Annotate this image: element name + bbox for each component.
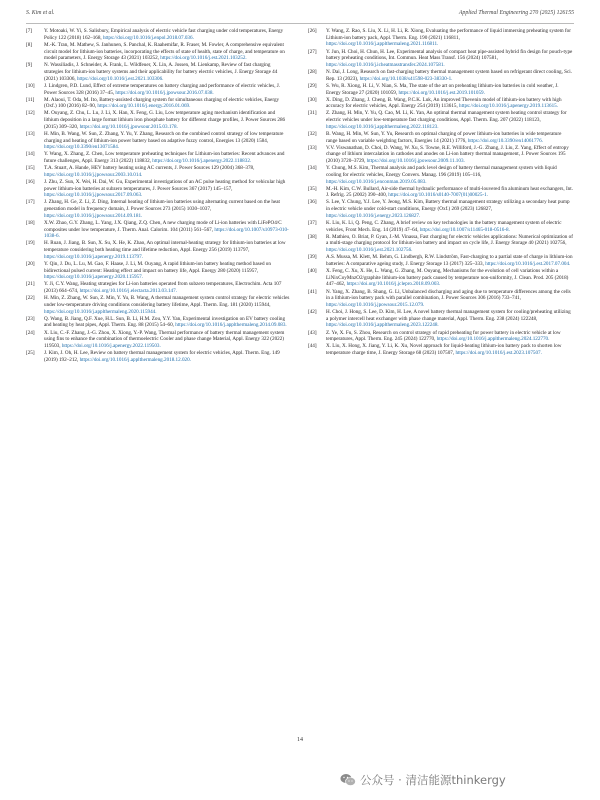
reference-number: [27]: [308, 48, 317, 55]
reference-text: Y. Ji, C.Y. Wang, Heating strategies for Li-ion batteries operated from subzero temperatures, Electrochim. Acta 107 (2013) 664–674,: [44, 281, 282, 295]
reference-text: T.A. Stuart, A. Hande, HEV battery heating using AC currents, J. Power Sources 129 (2004) 368–378,: [44, 165, 255, 172]
reference-item: [26, 240, 291, 260]
wechat-icon: [340, 773, 356, 787]
reference-doi-link[interactable]: https://doi.org/10.1016/j.apenergy.2020.115957.: [44, 274, 143, 281]
reference-doi-link[interactable]: https://doi.org/10.1016/j.jpowsour.2017.09.063.: [44, 192, 143, 199]
reference-item: [26, 330, 291, 350]
reference-number: [35]: [308, 185, 317, 192]
reference-number: [26]: [308, 28, 317, 34]
reference-text: Q. Wang, B. Jiang, Q.F. Xue, H.L. Sun, B. Li, H.M. Zou, Y.Y. Yan, Experimental investigation on EV battery cooling and heating by heat pipes, Appl. Therm. Eng. 88 (2015) 54–60,: [44, 315, 286, 329]
header-journal: Applied Thermal Engineering 270 (2025) 126155: [458, 10, 574, 16]
reference-number: [20]: [26, 260, 35, 267]
reference-item: [308, 220, 573, 233]
reference-number: [28]: [308, 69, 317, 75]
reference-item: [308, 69, 573, 82]
reference-doi-link[interactable]: https://doi.org/10.1016/j.jpowsour.2009.11.103.: [366, 158, 465, 165]
reference-text: J. Zhang, H. Ge, Z. Li, Z. Ding, Internal heating of lithium-ion batteries using alternating current based on the heat generation model in frequency domain, J. Power Sources 273 (2015) 1030–1037,: [44, 199, 280, 213]
reference-text: S. Wu, R. Xiong, H. Li, V. Nian, S. Ma, The state of the art on preheating lithium-ion batteries in cold weather, J. Energy Storage 27 (2020) 101059,: [326, 82, 559, 96]
reference-doi-link[interactable]: https://doi.org/10.1038/s41598-023-38330-1.: [359, 75, 453, 82]
reference-text: M.-K. Tran, M. Mathew, S. Janhunen, S. Panchal, K. Raahemifar, R. Fraser, M. Fowler, A comprehensive equivalent circuit model for lithium-ion batteries, incorporating the effects of state of health, state of charge, and temperature on model parameters, J. Energy Storage 43 (2021) 103252,: [44, 41, 285, 62]
reference-number: [32]: [308, 130, 317, 137]
reference-item: [26, 131, 291, 151]
reference-item: [26, 261, 291, 281]
reference-item: [308, 330, 573, 343]
reference-number: [18]: [26, 219, 35, 226]
reference-doi-link[interactable]: https://doi.org/10.1016/j.applthermaleng.2021.116811.: [326, 41, 439, 48]
reference-doi-link[interactable]: https://doi.org/10.3390/en13071584.: [44, 144, 120, 151]
reference-number: [30]: [308, 96, 317, 103]
reference-doi-link[interactable]: https://doi.org/10.1016/j.est.2021.102756.: [326, 247, 413, 254]
reference-number: [40]: [308, 268, 317, 275]
reference-number: [29]: [308, 82, 317, 89]
reference-item: [308, 28, 573, 48]
reference-doi-link[interactable]: https://doi.org/10.1016/j.energy.2016.01.069.: [97, 103, 191, 110]
reference-text: X. Feng, C. Xu, X. He, L. Wang, G. Zhang, M. Ouyang, Mechanisms for the evolution of cell variations within a LiNixCoyMnzO2/graphite lithium-ion battery pack caused by temperature non-uniformity, J. Clean. Prod. 205 (2018) 447–462,: [326, 268, 569, 288]
running-header: [26, 10, 574, 22]
references-right-column: [308, 28, 573, 357]
reference-text: J. Lindgren, P.D. Lund, Effect of extreme temperatures on battery charging and performance of electric vehicles, J. Power Sources 328 (2016) 37–45,: [44, 82, 281, 96]
reference-text: B. Wang, H. Min, W. Sun, Y. Yu, Research on optimal charging of power lithium-ion batteries in wide temperature range based on variable weighting factors, Energies 14 (2021) 1776,: [326, 130, 562, 144]
reference-text: Y. Wang, X. Zhang, Z. Chen, Low temperature preheating techniques for Lithium-ion batteries: Recent advances and future challenges, Appl. Energy 313 (2022) 118832,: [44, 151, 285, 165]
reference-item: [308, 165, 573, 185]
reference-text: J. Zhu, Z. Sun, X. Wei, H. Dai, W. Gu, Experimental investigations of an AC pulse heating method for vehicular high power lithium-ion batteries at subzero temperatures, J. Power Sources 367 (2017) 145–157,: [44, 178, 286, 192]
reference-number: [31]: [308, 110, 317, 117]
reference-doi-link[interactable]: https://doi.org/10.1016/j.enconman.2019.05.083.: [326, 178, 427, 185]
reference-text: Y. Motoaki, W. Yi, S. Salisbury, Empirical analysis of electric vehicle fast charging under cold temperatures, Energy Policy 122 (2018) 162–168,: [44, 28, 284, 41]
reference-number: [38]: [308, 233, 317, 240]
reference-text: X. Liu, X. Hong, X. Jiang, Y. Li, K. Xu, Novel approach for liquid-heating lithium-ion battery pack to shorten low temperature charge time, J. Energy Storage 68 (2023) 107507,: [326, 343, 562, 357]
reference-text: H. Min, Z. Zhang, W. Sun, Z. Min, Y. Yu, B. Wang, A thermal management system control strategy for electric vehicles under low-temperature driving conditions considering battery lifetime, Appl. Therm. Eng. 181 (2020) 115944,: [44, 295, 290, 308]
reference-number: [22]: [26, 295, 35, 302]
reference-doi-link[interactable]: https://doi.org/10.1016/j.applthermaleng.2014.09.083.: [175, 322, 287, 329]
reference-text: X. Liu, C.-F. Zhang, J.-G. Zhou, X. Xiong, Y.-P. Wang, Thermal performance of battery thermal management system using fins to enhance the combination of thermoelectric Cooler and phase change Material, Appl. Energy 322 (2022) 119503,: [44, 329, 285, 349]
reference-item: [26, 199, 291, 219]
reference-number: [10]: [26, 82, 35, 89]
reference-text: V.V. Viswanathan, D. Choi, D. Wang, W. Xu, S. Towne, R.E. Williford, J.-G. Zhang, J. Liu, Z. Yang, Effect of entropy change of lithium intercalation in cathodes and anodes on Li-ion battery thermal management, J. Power Sources 195 (2010) 3720–3729,: [326, 144, 569, 165]
reference-item: [308, 268, 573, 288]
reference-doi-link[interactable]: https://doi.org/10.1016/j.est.2021.103306.: [76, 75, 164, 82]
reference-number: [23]: [26, 315, 35, 322]
reference-number: [8]: [26, 41, 32, 48]
reference-text: N. Yang, X. Zhang, B. Shang, G. Li, Unbalanced discharging and aging due to temperature differences among the cells in a lithium-ion battery pack with parallel combination, J. Power Sources 306 (2016) 733–741,: [326, 288, 571, 302]
reference-text: Y. Wang, Z. Rao, S. Liu, X. Li, H. Li, R. Xiong, Evaluating the performance of liquid immersing preheating system for Lithium-ion battery pack, Appl. Therm. Eng. 190 (2021) 116811,: [326, 28, 571, 41]
reference-number: [12]: [26, 110, 35, 117]
reference-number: [44]: [308, 343, 317, 350]
reference-text: A.S. Mussa, M. Klett, M. Behm, G. Lindbergh, R.W. Lindström, Fast-charging to a partial state of charge in lithium-ion batteries: A comparative ageing study, J. Energy Storage 13 (2017) 325–333,: [326, 254, 573, 267]
reference-item: [308, 49, 573, 69]
reference-number: [19]: [26, 240, 35, 247]
reference-item: [26, 62, 291, 82]
reference-doi-link[interactable]: https://doi.org/10.1016/j.energy.2023.126827.: [326, 212, 421, 219]
references-left-column: [26, 28, 291, 364]
reference-item: [308, 97, 573, 110]
reference-item: [26, 281, 291, 294]
reference-text: R. Mathieu, O. Briat, P. Gyan, J.-M. Vinassa, Fast charging for electric vehicles applications: Numerical optimization of a multi-stage charging protocol for lithium-ion battery and impact on cycle life, J. Energy Storage 40 (2021) 102756,: [326, 233, 573, 247]
reference-item: [26, 151, 291, 164]
reference-item: [26, 179, 291, 199]
reference-text: X. Ding, D. Zhang, J. Cheng, B. Wang, P.C.K. Luk, An improved Thevenin model of lithium-ion battery with high accuracy for electric vehicles, Appl. Energy 254 (2019) 113615,: [326, 96, 562, 110]
reference-text: H. Ruan, J. Jiang, B. Sun, X. Su, X. He, K. Zhao, An optimal internal-heating strategy for lithium-ion batteries at low temperature considering both heating time and lifetime reduction, Appl. Energy 256 (2019) 113797,: [44, 240, 286, 254]
reference-doi-link[interactable]: https://doi.org/10.1016/j.est.2023.107507.: [455, 350, 542, 357]
reference-item: [26, 350, 291, 363]
reference-text: H. Choi, J. Hong, S. Lee, D. Kim, H. Lee, A novel battery thermal management system for cooling/preheating utilizing a polymer intercell heat exchanger with phase change material, Appl. Therm. Eng. 238 (2024) 122248,: [326, 309, 571, 322]
reference-doi-link[interactable]: https://doi.org/10.1016/j.applthermaleng.2018.12.020.: [79, 356, 191, 363]
reference-item: [308, 83, 573, 96]
reference-number: [13]: [26, 130, 35, 137]
reference-number: [36]: [308, 199, 317, 206]
reference-number: [41]: [308, 288, 317, 295]
reference-text: S. Lee, Y. Chung, Y.J. Lee, Y. Jeong, M.S. Kim, Battery thermal management strategy utilizing a secondary heat pump in electric vehicle under cold-start conditions, Energy (Oxf.) 269 (2023) 126827,: [326, 199, 570, 213]
reference-doi-link[interactable]: https://doi.org/10.1016/j.apenergy.2022.118832.: [152, 158, 252, 165]
reference-doi-link[interactable]: https://doi.org/10.1007/s10973-010-1038-6.: [44, 226, 289, 240]
reference-number: [43]: [308, 329, 317, 336]
reference-doi-link[interactable]: https://doi.org/10.1016/j.applthermaleng.2023.122248.: [326, 322, 439, 329]
reference-text: X.W. Zhao, G.Y. Zhang, L. Yang, J.X. Qiang, Z.Q. Chen, A new charging mode of Li-ion batteries with LiFePO4/C composites under low temperature, J. Therm. Anal. Calorim. 104 (2011) 561–567,: [44, 219, 282, 233]
reference-item: [308, 199, 573, 219]
reference-doi-link[interactable]: https://doi.org/10.1016/j.electacta.2013.03.147.: [79, 288, 177, 295]
reference-item: [26, 83, 291, 96]
watermark: [340, 770, 506, 790]
reference-number: [39]: [308, 254, 317, 261]
reference-item: [26, 28, 291, 41]
reference-number: [34]: [308, 165, 317, 172]
header-authors: S. Kim et al.: [26, 10, 55, 16]
reference-item: [308, 343, 573, 356]
reference-text: K. Liu, K. Li, Q. Peng, C. Zhang, A brief review on key technologies in the battery management system of electric vehicles, Front Mech. Eng. 14 (2019) 47–64,: [326, 219, 562, 233]
header-rule: [26, 23, 574, 24]
reference-number: [21]: [26, 281, 35, 288]
reference-item: [308, 254, 573, 267]
reference-item: [26, 295, 291, 315]
reference-number: [7]: [26, 28, 32, 34]
reference-item: [26, 316, 291, 329]
reference-item: [26, 110, 291, 130]
reference-text: M.-H. Kim, C.W. Bullard, Air-side thermal hydraulic performance of multi-louvered fin aluminum heat exchangers, Int. J. Refrig. 25 (2002) 390–400,: [326, 185, 573, 199]
reference-item: [308, 110, 573, 130]
reference-doi-link[interactable]: https://doi.org/10.1016/j.applthermaleng.2020.115944.: [44, 308, 157, 315]
reference-number: [42]: [308, 309, 317, 316]
reference-text: Z. Zhang, H. Min, Y. Yu, Q. Cao, M. Li, K. Yan, An optimal thermal management system heating control strategy for electric vehicles under low-temperature fast charging conditions, Appl. Therm. Eng. 207 (2022) 118123,: [326, 110, 567, 124]
reference-doi-link[interactable]: https://doi.org/10.3390/en14061776.: [467, 137, 543, 144]
reference-text: Y. Chung, M.S. Kim, Thermal analysis and pack level design of battery thermal management system with liquid cooling for electric vehicles, Energy Convers. Manag. 196 (2019) 105–116,: [326, 165, 557, 178]
reference-doi-link[interactable]: https://doi.org/10.1016/j.jpowsour.2015.03.178.: [79, 123, 178, 130]
reference-text: M. Alaoui, T. Oda, M. Ito, Battery-assisted charging system for simultaneous charging of electric vehicles, Energy (Oxf.) 100 (2016) 82–90,: [44, 96, 280, 110]
watermark-text: 公众号 · 清洁能源thinkergy: [360, 773, 506, 787]
reference-number: [14]: [26, 151, 35, 158]
reference-text: Y. Jun, H. Choi, H. Chun, H. Lee, Experimental analysis of compact heat pipe-assisted hybrid fin design for pouch-type battery preheating conditions, Int. Commun. Heat Mass Transf. 156 (2024) 107581,: [326, 48, 573, 62]
reference-doi-link[interactable]: https://doi.org/10.1007/s11465-018-0516-8.: [419, 226, 510, 233]
reference-doi-link[interactable]: https://doi.org/10.1016/j.est.2017.07.004.: [485, 260, 571, 267]
reference-text: Y. Qin, J. Du, L. Lu, M. Gao, F. Haase, J. Li, M. Ouyang, A rapid lithium-ion battery heating method based on bidirectional pulsed current: Heating effect and impact on battery life, Appl. Energy 280 (2020) 115957,: [44, 260, 271, 274]
reference-doi-link[interactable]: https://doi.org/10.1016/j.applthermaleng.2024.122770.: [436, 336, 550, 343]
reference-item: [308, 131, 573, 144]
reference-doi-link[interactable]: https://doi.org/10.1016/j.jpowsour.2015.12.079.: [326, 301, 425, 308]
reference-doi-link[interactable]: https://doi.org/10.1016/j.apenergy.2019.113797.: [44, 253, 143, 260]
reference-item: [308, 309, 573, 329]
reference-item: [26, 42, 291, 62]
reference-doi-link[interactable]: https://doi.org/10.1016/j.jpowsour.2016.07.038.: [115, 89, 214, 96]
reference-text: J. Kim, J. Oh, H. Lee, Review on battery thermal management system for electric vehicles, Appl. Therm. Eng. 149 (2019) 192–212,: [44, 350, 280, 363]
reference-item: [308, 186, 573, 199]
reference-doi-link[interactable]: https://doi.org/10.1016/j.est.2019.101059.: [398, 89, 485, 96]
reference-doi-link[interactable]: https://doi.org/10.1016/j.jpowsour.2014.09.181.: [44, 212, 143, 219]
reference-text: N. Dai, J. Long, Research on fast-charging battery thermal management system based on refrigerant direct cooling, Sci. Rep. 13 (2023),: [326, 69, 573, 82]
reference-number: [37]: [308, 219, 317, 226]
reference-number: [15]: [26, 165, 35, 172]
reference-item: [308, 289, 573, 309]
reference-item: [308, 234, 573, 254]
reference-doi-link[interactable]: https://doi.org/10.1016/j.jpowsour.2003.10.014.: [44, 171, 143, 178]
reference-doi-link[interactable]: https://doi.org/10.1016/j.enpol.2018.07.036.: [102, 34, 194, 41]
reference-number: [25]: [26, 350, 35, 357]
reference-doi-link[interactable]: https://doi.org/10.1016/j.icheatmasstransfer.2024.107581.: [326, 61, 445, 68]
reference-doi-link[interactable]: https://doi.org/10.1016/j.apenergy.2019.113615.: [459, 103, 558, 110]
reference-text: H. Min, B. Wang, W. Sun, Z. Zhang, Y. Yu, Y. Zhang, Research on the combined control strategy of low temperature charging and heating of lithium-ion power battery based on adaptive fuzzy control, Energies 13 (2020) 1584,: [44, 130, 284, 144]
reference-item: [26, 97, 291, 110]
reference-item: [26, 220, 291, 240]
reference-doi-link[interactable]: https://doi.org/10.1016/j.jclepro.2018.09.003.: [346, 281, 441, 288]
reference-number: [11]: [26, 96, 35, 103]
reference-text: N. Wassiliadis, J. Schneider, A. Frank, L. Wildfeuer, X. Lin, A. Jossen, M. Lienkamp, Review of fast charging strategies for lithium-ion battery systems and their applicability for battery electric vehicles, J. Energy Storage 44 (2021) 103306,: [44, 62, 278, 82]
page-number: 14: [297, 737, 303, 743]
reference-item: [26, 165, 291, 178]
reference-number: [17]: [26, 199, 35, 206]
reference-text: M. Ouyang, Z. Chu, L. Lu, J. Li, X. Han, X. Feng, G. Liu, Low temperature aging mechanism identification and lithium deposition in a large format lithium iron phosphate battery for different charge profiles, J. Power Sources 286 (2015) 309–320,: [44, 110, 286, 130]
reference-text: Z. Ye, X. Fu, S. Zhou, Research on control strategy of rapid preheating for power battery in electric vehicle at low temperatures, Appl. Therm. Eng. 245 (2024) 122770,: [326, 329, 561, 343]
reference-doi-link[interactable]: https://doi.org/10.1016/s0140-7007(01)00025-1.: [388, 192, 488, 199]
reference-doi-link[interactable]: https://doi.org/10.1016/j.est.2021.103252.: [160, 55, 247, 62]
reference-number: [24]: [26, 329, 35, 336]
reference-item: [308, 145, 573, 165]
reference-doi-link[interactable]: https://doi.org/10.1016/j.apenergy.2022.119503.: [61, 342, 161, 349]
reference-number: [33]: [308, 144, 317, 151]
reference-number: [9]: [26, 62, 32, 69]
reference-number: [16]: [26, 178, 35, 185]
reference-doi-link[interactable]: https://doi.org/10.1016/j.applthermaleng.2022.118123.: [326, 123, 439, 130]
